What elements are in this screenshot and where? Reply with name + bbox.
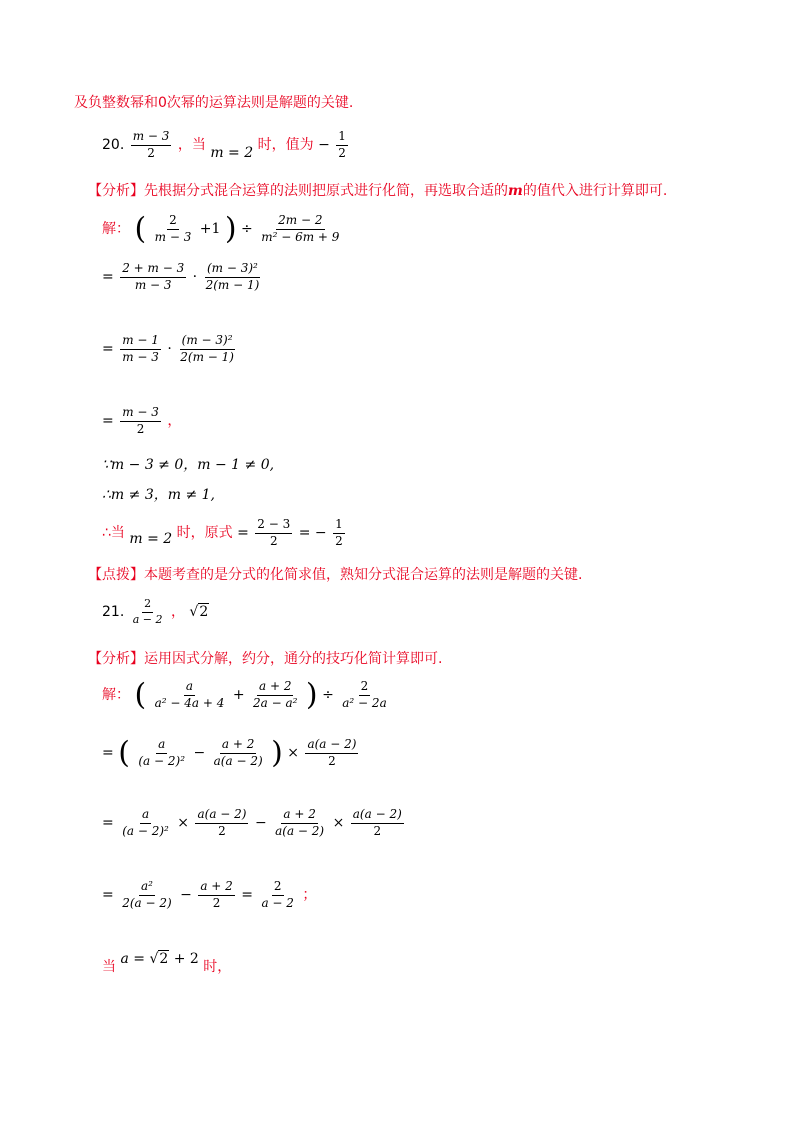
q20-number: 20. — [102, 137, 125, 154]
tip-tag: 【点拨】 — [88, 567, 144, 583]
q20-answer-frac: $\frac{m - 3}{2}$ — [132, 129, 170, 160]
q21-step-4: = $\frac{\text{a²}}{2(a - 2)}$ − $\frac{a + 2}{2}$ = $\frac{2}{a - 2}$ ； — [102, 879, 317, 910]
q20-tip: 【点拨】本题考查的是分式的化简求值，熟知分式混合运算的法则是解题的关键. — [88, 567, 583, 583]
q20-step-2: = $\frac{2 + m - 3}{m - 3}$ · $\frac{\text{(m − 3)²}}{2(m - 1)}$ — [102, 261, 260, 292]
intro-line: 及负整数幂和0次幂的运算法则是解题的关键. — [74, 95, 354, 111]
q20-step-1: 解： ( $\frac{2}{m - 3}$ +1 ) ÷ $\frac{2m - 2}{\text{m² − 6m + 9}}$ — [102, 211, 340, 247]
q20-condition: m = 2 — [210, 145, 254, 162]
q21-step-1: 解： ( $\frac{a}{\text{a² − 4a + 4}}$ + $\frac{a + 2}{\text{2a − a²}}$ ) ÷ $\frac{2}{\text{a² − 2a}}$ — [102, 677, 387, 713]
q20-because: ∵m − 3 ≠ 0，m − 1 ≠ 0, — [102, 457, 275, 473]
q20-final: ∴当 m = 2 时，原式 = $\frac{2 - 3}{2}$ = − $\frac{1}{2}$ — [102, 517, 343, 548]
q21-step-2: = ( $\frac{a}{\text{(a − 2)²}}$ − $\frac{a + 2}{a(a - 2)}$ ) × $\frac{a(a - 2)}{2}$ — [102, 735, 357, 771]
q21-analysis: 【分析】运用因式分解，约分，通分的技巧化简计算即可. — [88, 651, 443, 667]
q20-step-3: = $\frac{m - 1}{m - 3}$ · $\frac{\text{(m − 3)²}}{2(m - 1)}$ — [102, 333, 234, 364]
q20-therefore: ∴m ≠ 3，m ≠ 1, — [102, 487, 215, 503]
q20-analysis: 【分析】先根据分式混合运算的法则把原式进行化简，再选取合适的m的值代入进行计算即可. — [88, 183, 668, 199]
q21-when: 当 a = √2 + 2 时， — [102, 951, 232, 975]
q20-answer: 20. $\frac{m - 3}{2}$ ，当 m = 2 时，值为 − $\frac{1}{2}$ — [102, 129, 346, 162]
q20-step-4: = $\frac{m - 3}{2}$ ， — [102, 405, 182, 436]
analysis-tag: 【分析】 — [88, 183, 144, 199]
q21-number: 21. — [102, 604, 125, 621]
q21-answer: 21. $\frac{2}{a - 2}$ ， √2 — [102, 597, 209, 626]
q21-step-3: = $\frac{a}{\text{(a − 2)²}}$ × $\frac{a(a - 2)}{2}$ − $\frac{a + 2}{a(a - 2)}$ × $\frac{a(a - 2)}{2}$ — [102, 807, 402, 838]
q20-value-frac: $\frac{1}{2}$ — [338, 129, 346, 160]
